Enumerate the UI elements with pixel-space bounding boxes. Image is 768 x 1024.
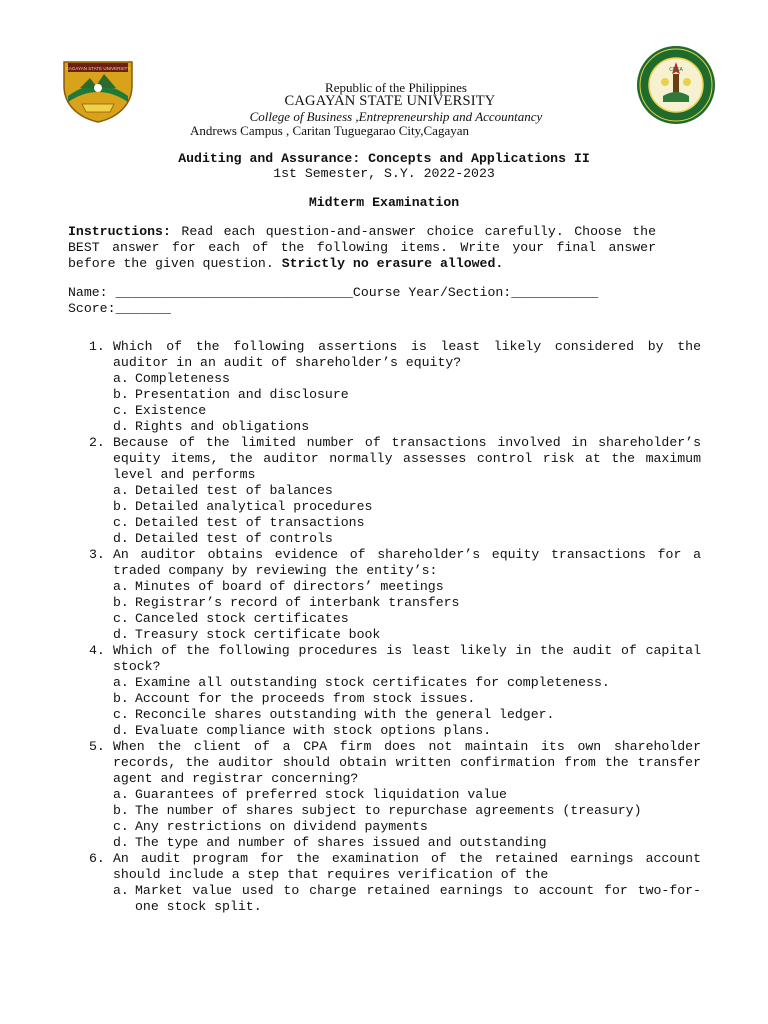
choice-letter: b. [113, 387, 129, 402]
choice-item[interactable] [113, 707, 701, 723]
choice-item[interactable] [113, 675, 701, 691]
choice-letter: b. [113, 691, 129, 706]
choice-letter: d. [113, 835, 129, 850]
choice-text: Market value used to charge retained earnings to account for two-for-one stock split. [135, 883, 701, 914]
question-number: 6. [89, 851, 105, 866]
question-text: Which of the following procedures is least likely in the audit of capital stock? [113, 643, 701, 674]
course-section-label: Course Year/Section: [352, 285, 512, 300]
choice-text: Guarantees of preferred stock liquidation value [135, 787, 507, 802]
choice-letter: b. [113, 595, 129, 610]
question-1 [89, 339, 701, 435]
choice-item[interactable] [113, 723, 701, 739]
choice-text: Completeness [135, 371, 230, 386]
choice-item[interactable] [113, 803, 701, 819]
university-name: CAGAYAN STATE UNIVERSITY [284, 93, 496, 109]
choice-item[interactable] [113, 371, 701, 387]
choice-letter: c. [113, 819, 129, 834]
choice-letter: c. [113, 611, 129, 626]
choice-list [113, 483, 701, 547]
choice-item[interactable] [113, 419, 701, 435]
choice-item[interactable] [113, 387, 701, 403]
question-text: Which of the following assertions is least likely considered by the auditor in an audit of shareholder’s equity? [113, 339, 701, 370]
choice-item[interactable] [113, 595, 701, 611]
choice-text: Registrar’s record of interbank transfers [135, 595, 460, 610]
question-3 [89, 547, 701, 643]
choice-letter: d. [113, 627, 129, 642]
choice-letter: d. [113, 419, 129, 434]
choice-item[interactable] [113, 611, 701, 627]
question-text: When the client of a CPA firm does not maintain its own shareholder records, the auditor should obtain written confirmation from the transfer agent and registrar concerning? [113, 739, 701, 786]
question-text: An auditor obtains evidence of shareholder’s equity transactions for a traded company by reviewing the entity’s: [113, 547, 701, 578]
question-text: Because of the limited number of transactions involved in shareholder’s equity items, the auditor normally assesses control risk at the maximum level and performs [113, 435, 701, 482]
choice-list [113, 675, 701, 739]
name-blank[interactable]: ______________________________ [115, 285, 353, 300]
instructions [68, 224, 656, 272]
question-2 [89, 435, 701, 547]
choice-text: Canceled stock certificates [135, 611, 349, 626]
university-logo-text: CAGAYAN STATE UNIVERSITY [65, 66, 131, 71]
choice-text: Rights and obligations [135, 419, 310, 434]
college-seal-text: CBEA [669, 67, 683, 73]
question-text: An audit program for the examination of the retained earnings account should include a step that requires verification of the [113, 851, 701, 882]
choice-text: Minutes of board of directors’ meetings [135, 579, 444, 594]
choice-text: The type and number of shares issued and outstanding [135, 835, 547, 850]
choice-letter: d. [113, 723, 129, 738]
choice-text: Detailed test of controls [135, 531, 333, 546]
choice-letter: a. [113, 675, 129, 690]
choice-item[interactable] [113, 691, 701, 707]
instructions-label: Instructions: [68, 224, 171, 239]
choice-text: Evaluate compliance with stock options plans. [135, 723, 492, 738]
choice-text: The number of shares subject to repurchase agreements (treasury) [135, 803, 642, 818]
choice-list [113, 579, 701, 643]
choice-letter: c. [113, 515, 129, 530]
name-label: Name: [68, 285, 108, 300]
choice-item[interactable] [113, 483, 701, 499]
choice-text: Presentation and disclosure [135, 387, 349, 402]
choice-item[interactable] [113, 579, 701, 595]
choice-letter: a. [113, 483, 129, 498]
course-section-blank[interactable]: ___________ [511, 285, 599, 300]
question-5 [89, 739, 701, 851]
choice-text: Account for the proceeds from stock issues. [135, 691, 476, 706]
choice-letter: a. [113, 371, 129, 386]
campus-address: Andrews Campus , Caritan Tuguegarao City,Cagayan [190, 123, 469, 138]
question-number: 1. [89, 339, 105, 354]
choice-item[interactable] [113, 403, 701, 419]
choice-letter: c. [113, 707, 129, 722]
choice-item[interactable] [113, 819, 701, 835]
republic-header: Republic of the Philippines [325, 80, 467, 95]
question-6 [89, 851, 701, 915]
question-number: 3. [89, 547, 105, 562]
choice-letter: b. [113, 499, 129, 514]
question-number: 5. [89, 739, 105, 754]
choice-text: Treasury stock certificate book [135, 627, 381, 642]
choice-text: Reconcile shares outstanding with the general ledger. [135, 707, 555, 722]
choice-list [113, 787, 701, 851]
college-name: College of Business ,Entrepreneurship and Accountancy [249, 109, 543, 124]
choice-list [113, 371, 701, 435]
student-info-fields [68, 285, 708, 317]
course-title: Auditing and Assurance: Concepts and Applications II [178, 151, 590, 166]
instructions-emphasis: Strictly no erasure allowed. [281, 256, 504, 271]
question-list [89, 339, 701, 915]
choice-letter: a. [113, 787, 129, 802]
question-4 [89, 643, 701, 739]
semester: 1st Semester, S.Y. 2022-2023 [273, 166, 495, 181]
choice-letter: d. [113, 531, 129, 546]
choice-letter: c. [113, 403, 129, 418]
choice-text: Detailed test of transactions [135, 515, 365, 530]
choice-letter: a. [113, 883, 129, 898]
choice-item[interactable] [113, 627, 701, 643]
score-label: Score: [68, 301, 116, 316]
question-number: 4. [89, 643, 105, 658]
choice-item[interactable] [113, 515, 701, 531]
instructions-text: Read each question-and-answer choice carefully. Choose the BEST answer for each of the following items. Write your final answer before the given question. [68, 224, 656, 271]
question-number: 2. [89, 435, 105, 450]
choice-item[interactable] [113, 499, 701, 515]
exam-title: Midterm Examination [308, 195, 460, 210]
choice-letter: b. [113, 803, 129, 818]
choice-text: Detailed test of balances [135, 483, 333, 498]
choice-text: Any restrictions on dividend payments [135, 819, 428, 834]
choice-text: Existence [135, 403, 207, 418]
choice-letter: a. [113, 579, 129, 594]
choice-item[interactable] [113, 835, 701, 851]
choice-text: Detailed analytical procedures [135, 499, 373, 514]
score-blank[interactable]: _______ [115, 301, 171, 316]
choice-list [113, 883, 701, 915]
choice-item[interactable] [113, 883, 701, 915]
choice-item[interactable] [113, 531, 701, 547]
choice-item[interactable] [113, 787, 701, 803]
choice-text: Examine all outstanding stock certificates for completeness. [135, 675, 610, 690]
